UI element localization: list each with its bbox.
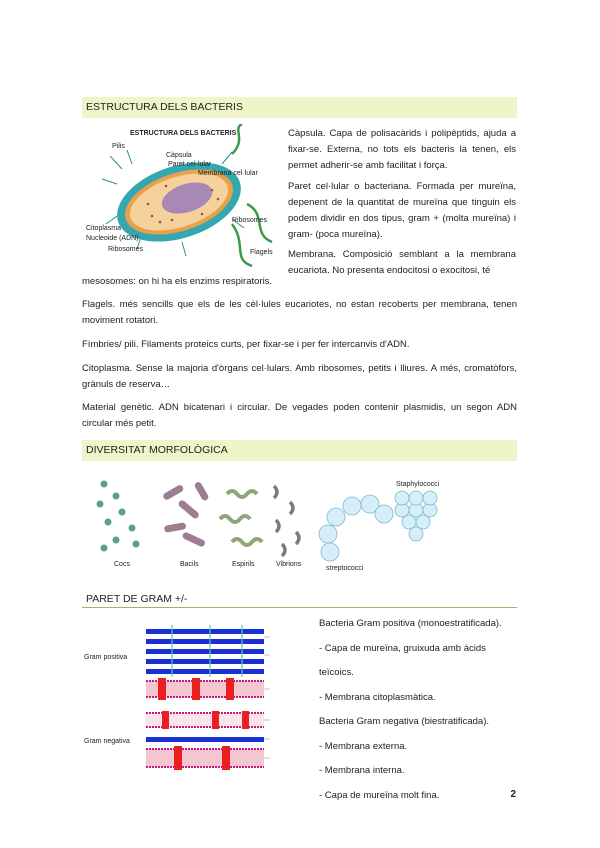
gram-list-item: - Capa de mureïna molt fina. bbox=[319, 789, 440, 801]
gram-negative-peptidoglycan bbox=[146, 737, 264, 742]
section-header-diversitat: DIVERSITAT MORFOLÒGICA bbox=[82, 440, 517, 461]
gram-list-item: - Capa de mureïna, gruixuda amb àcids teïcoics. bbox=[319, 642, 486, 678]
bacterium-diagram bbox=[82, 124, 282, 272]
label-nucleoide: Nucleoide (ADN) bbox=[86, 235, 139, 242]
espirils-cells bbox=[220, 491, 262, 545]
label-staphylococci: Staphylococci bbox=[396, 481, 440, 488]
gram-positive-peptidoglycan bbox=[146, 629, 264, 674]
label-membrana: Membrana cel·lular bbox=[198, 170, 258, 177]
morphology-diagram bbox=[92, 474, 442, 578]
label-gram-positiva: Gram positiva bbox=[84, 654, 128, 661]
label-streptococci: streptococci bbox=[326, 565, 364, 572]
gram-negative-outer-membrane bbox=[146, 711, 264, 729]
label-citoplasma: Citoplasma bbox=[86, 225, 122, 232]
gram-list-item: Bacteria Gram positiva (monoestratificada). bbox=[319, 618, 502, 629]
gram-list bbox=[319, 612, 519, 808]
paragraph-citoplasma: Citoplasma. Sense la majoria d'òrgans cel·lulars. Amb ribosomes, petits i lliures. A més, cromatòfors, grànuls de reserva… bbox=[82, 363, 517, 390]
label-ribosomes-2: Ribosomes bbox=[108, 246, 144, 253]
gram-list-item: - Membrana interna. bbox=[319, 765, 405, 776]
label-vibrions: Vibrions bbox=[276, 561, 302, 568]
staphylococci-cells bbox=[395, 491, 437, 541]
section-header-bacteris: ESTRUCTURA DELS BACTERIS bbox=[82, 97, 517, 118]
label-pilis: Pilis bbox=[112, 143, 125, 150]
paragraph-membrana: Membrana. Composició semblant a la membrana eucariota. No presenta endocitosi o exocitosi, té bbox=[288, 249, 516, 276]
paragraph-paret: Paret cel·lular o bacteriana. Formada per mureïna, depenent de la quantitat de mureïna que tinguin els podem dividir en dos tipus, gram + (molta mureïna) i gram- (poca mureïna). bbox=[288, 181, 516, 240]
section-header-gram: PARET DE GRAM +/- bbox=[82, 590, 517, 608]
label-ribosomes: Ribosomes bbox=[232, 217, 268, 224]
vibrions-cells bbox=[274, 486, 299, 556]
gram-wall-diagram bbox=[82, 615, 307, 785]
paragraph-capsula: Càpsula. Capa de polisacàrids i polipèptids, ajuda a fixar-se. Externa, no tots els bacteris la tenen, els permet adherir-se amb facilitat i força. bbox=[288, 128, 516, 171]
cocs-cells bbox=[97, 481, 140, 552]
label-paret: Paret cel·lular bbox=[168, 161, 212, 168]
streptococci-cells bbox=[319, 495, 393, 561]
gram-negative-inner-membrane bbox=[146, 746, 264, 770]
page-number: 2 bbox=[510, 789, 516, 800]
gram-list-item: Bacteria Gram negativa (biestratificada). bbox=[319, 716, 490, 727]
paragraph-fimbries: Fímbries/ pili. Filaments proteics curts, per fixar-se i per fer intercanvis d'ADN. bbox=[82, 339, 410, 350]
flagellum bbox=[232, 224, 252, 266]
label-espirils: Espirils bbox=[232, 561, 255, 568]
flagellum bbox=[232, 124, 242, 154]
gram-list-item: - Membrana citoplasmàtica. bbox=[319, 691, 436, 703]
paragraph-membrana-cont: mesosomes: on hi ha els enzims respiratoris. bbox=[82, 276, 273, 287]
label-capsula: Càpsula bbox=[166, 152, 192, 159]
paragraph-material: Material genètic. ADN bicatenari i circular. De vegades poden contenir plasmidis, un segon ADN circular més petit. bbox=[82, 402, 517, 429]
figure-title: ESTRUCTURA DELS BACTERIS bbox=[130, 130, 237, 137]
paragraph-flagels: Flagels. més sencills que els de les cèl·lules eucariotes, no estan recoberts per membrana, tenen moviment rotatori. bbox=[82, 299, 517, 326]
gram-positive-membrane bbox=[146, 678, 264, 700]
gram-list-item: - Membrana externa. bbox=[319, 740, 408, 752]
label-bacils: Bacils bbox=[180, 561, 199, 568]
label-cocs: Cocs bbox=[114, 561, 130, 568]
label-flagels: Flagels bbox=[250, 249, 273, 256]
bacils-cells bbox=[162, 481, 210, 548]
label-gram-negativa: Gram negativa bbox=[84, 738, 130, 745]
